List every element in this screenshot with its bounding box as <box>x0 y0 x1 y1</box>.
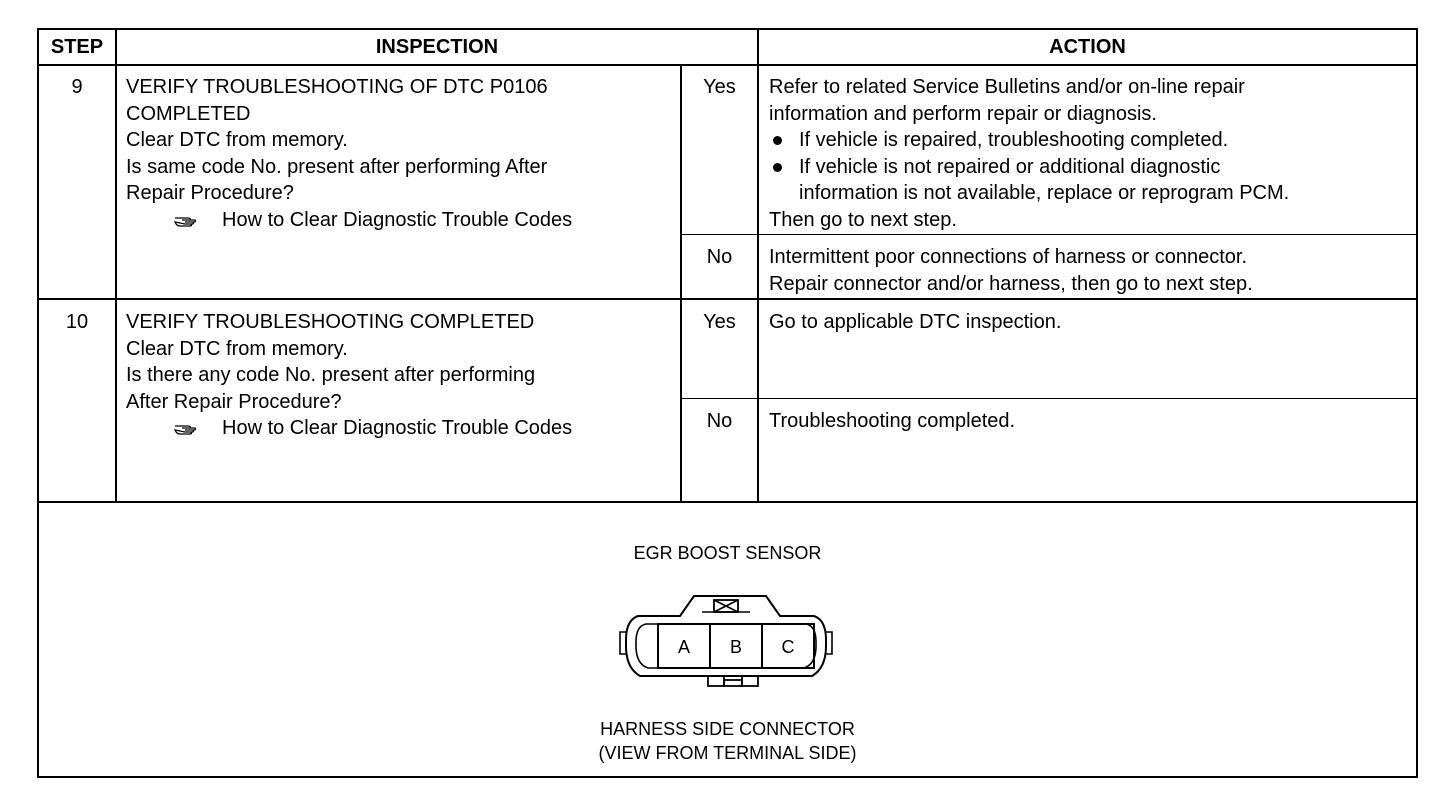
row9-yes-no-divider <box>681 234 1418 235</box>
action-next-step: Then go to next step. <box>769 208 957 231</box>
diagram-caption: HARNESS SIDE CONNECTOR <box>600 719 855 739</box>
step-number: 9 <box>71 76 83 98</box>
inspection-title-continued: COMPLETED <box>126 102 251 125</box>
answer-column-divider <box>680 65 682 502</box>
step-column-divider <box>115 28 117 502</box>
no-label: No <box>706 246 733 268</box>
action-text: Troubleshooting completed. <box>769 410 1016 432</box>
yes-label: Yes <box>703 76 736 98</box>
action-text: Refer to related Service Bulletins and/or on-line repair <box>769 76 1245 98</box>
action-column-divider <box>757 28 759 502</box>
reference-link[interactable] <box>126 207 678 234</box>
connector-diagram-section <box>39 503 1416 776</box>
reference-label: How to Clear Diagnostic Trouble Codes <box>222 208 573 231</box>
bullet-item: If vehicle is not repaired or additional diagnostic information is not available, replace or reprogram PCM. <box>769 154 1414 207</box>
inspection-question-continued: After Repair Procedure? <box>126 390 342 413</box>
connector-icon <box>616 584 836 702</box>
no-label: No <box>706 410 733 432</box>
step-number: 10 <box>65 311 89 333</box>
row-divider-9-10 <box>37 298 1418 300</box>
inspection-title: VERIFY TROUBLESHOOTING OF DTC P0106 <box>126 76 548 98</box>
pointing-hand-icon <box>174 420 198 436</box>
terminal-label: C <box>781 637 795 657</box>
header-action: ACTION <box>1049 36 1126 58</box>
bullet-dot-icon <box>773 163 782 172</box>
inspection-step-text: Clear DTC from memory. <box>126 129 348 151</box>
header-inspection: INSPECTION <box>375 36 499 58</box>
row10-yes-no-divider <box>681 398 1418 399</box>
action-text: Intermittent poor connections of harness or connector. <box>769 246 1248 268</box>
inspection-question: Is same code No. present after performing After <box>126 155 548 178</box>
action-text-continued: Repair connector and/or harness, then go to next step. <box>769 272 1253 295</box>
action-text-continued: information and perform repair or diagnosis. <box>769 102 1157 125</box>
inspection-title: VERIFY TROUBLESHOOTING COMPLETED <box>126 311 535 333</box>
inspection-question: Is there any code No. present after performing <box>126 364 536 386</box>
no-action-cell <box>769 244 1414 297</box>
terminal-label: A <box>677 637 691 657</box>
inspection-step-text: Clear DTC from memory. <box>126 337 348 360</box>
inspection-cell <box>126 309 678 442</box>
yes-label: Yes <box>703 311 736 333</box>
action-text: Go to applicable DTC inspection. <box>769 311 1062 333</box>
reference-label: How to Clear Diagnostic Trouble Codes <box>222 417 573 439</box>
terminal-label: B <box>729 637 743 657</box>
diagram-title: EGR BOOST SENSOR <box>633 543 822 563</box>
pointing-hand-icon <box>174 212 198 228</box>
header-divider <box>37 64 1418 66</box>
bullet-dot-icon <box>773 136 782 145</box>
no-action-cell <box>769 408 1414 435</box>
inspection-question-continued: Repair Procedure? <box>126 182 294 204</box>
reference-link[interactable] <box>126 415 678 442</box>
inspection-cell <box>126 74 678 233</box>
yes-action-cell <box>769 309 1414 336</box>
diagram-caption-continued: (VIEW FROM TERMINAL SIDE) <box>598 743 857 763</box>
yes-action-cell <box>769 74 1414 233</box>
bullet-item: If vehicle is repaired, troubleshooting completed. <box>769 127 1414 154</box>
header-step: STEP <box>50 36 104 58</box>
